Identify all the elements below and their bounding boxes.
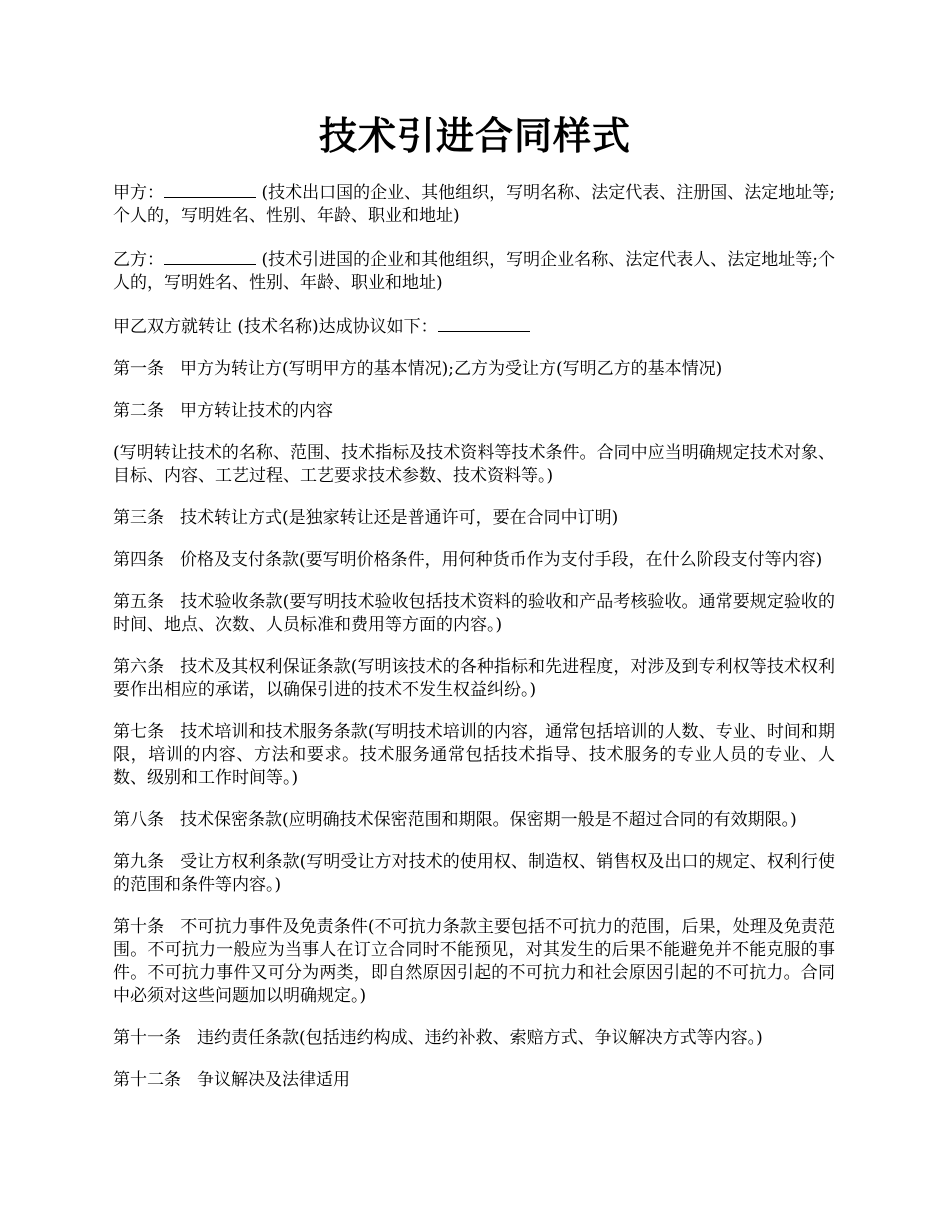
article-12 bbox=[113, 1069, 835, 1092]
article-text: 技术保密条款(应明确技术保密范围和期限。保密期一般是不超过合同的有效期限。) bbox=[180, 810, 797, 830]
article-6 bbox=[113, 656, 835, 702]
article-number: 第六条 bbox=[113, 657, 165, 677]
article-text: 技术及其权利保证条款(写明该技术的各种指标和先进程度，对涉及到专利权等技术权利要作出相应的承诺，以确保引进的技术不发生权益纠纷。) bbox=[113, 657, 835, 700]
article-8 bbox=[113, 809, 835, 832]
article-7 bbox=[113, 721, 835, 790]
article-number: 第十条 bbox=[113, 917, 165, 937]
party-b-label: 乙方： bbox=[113, 250, 165, 270]
article-text: 技术培训和技术服务条款(写明技术培训的内容，通常包括培训的人数、专业、时间和期限，培训的内容、方法和要求。技术服务通常包括技术指导、技术服务的专业人员的专业、人数、级别和工作时间等。) bbox=[113, 722, 835, 788]
article-text: 甲方转让技术的内容 bbox=[180, 401, 333, 421]
article-number: 第二条 bbox=[113, 401, 164, 421]
article-number: 第十二条 bbox=[113, 1070, 181, 1090]
document-body bbox=[113, 180, 835, 1111]
article-10 bbox=[113, 916, 835, 1008]
party-b-note: (技术引进国的企业和其他组织，写明企业名称、法定代表人、法定地址等;个人的，写明姓名、性别、年龄、职业和地址) bbox=[113, 250, 836, 293]
article-number: 第十一条 bbox=[113, 1028, 181, 1048]
article-1 bbox=[113, 358, 835, 381]
article-11 bbox=[113, 1027, 835, 1050]
article-number: 第九条 bbox=[113, 852, 165, 872]
document-title: 技术引进合同样式 bbox=[318, 113, 631, 158]
article-number: 第三条 bbox=[113, 508, 164, 528]
party-a-blank[interactable] bbox=[164, 180, 256, 198]
article-2 bbox=[113, 400, 835, 423]
article-text: 技术验收条款(要写明技术验收包括技术资料的验收和产品考核验收。通常要规定验收的时间、地点、次数、人员标准和费用等方面的内容。) bbox=[113, 592, 835, 635]
technology-name-blank[interactable] bbox=[438, 314, 530, 332]
party-a-paragraph bbox=[113, 180, 835, 228]
article-text: 技术转让方式(是独家转让还是普通许可，要在合同中订明) bbox=[180, 508, 619, 528]
article-3 bbox=[113, 507, 835, 530]
article-text: 甲方为转让方(写明甲方的基本情况);乙方为受让方(写明乙方的基本情况) bbox=[180, 359, 723, 379]
agreement-paragraph bbox=[113, 314, 835, 339]
article-2-detail bbox=[113, 442, 835, 488]
article-9 bbox=[113, 851, 835, 897]
article-number: 第五条 bbox=[113, 592, 165, 612]
article-number: 第八条 bbox=[113, 810, 164, 830]
article-text: 争议解决及法律适用 bbox=[197, 1070, 350, 1090]
party-a-label: 甲方： bbox=[113, 183, 165, 203]
party-a-note: (技术出口国的企业、其他组织，写明名称、法定代表、注册国、法定地址等;个人的，写明姓名、性别、年龄、职业和地址) bbox=[113, 183, 836, 226]
article-text: 价格及支付条款(要写明价格条件，用何种货币作为支付手段，在什么阶段支付等内容) bbox=[180, 550, 823, 570]
article-number: 第四条 bbox=[113, 550, 164, 570]
article-5 bbox=[113, 591, 835, 637]
article-text: 违约责任条款(包括违约构成、违约补救、索赔方式、争议解决方式等内容。) bbox=[197, 1028, 763, 1048]
party-b-blank[interactable] bbox=[164, 247, 256, 265]
article-number: 第七条 bbox=[113, 722, 165, 742]
party-b-paragraph bbox=[113, 247, 835, 295]
article-text: (写明转让技术的名称、范围、技术指标及技术资料等技术条件。合同中应当明确规定技术对象、目标、内容、工艺过程、工艺要求技术参数、技术资料等。) bbox=[113, 443, 835, 486]
article-4 bbox=[113, 549, 835, 572]
article-text: 受让方权利条款(写明受让方对技术的使用权、制造权、销售权及出口的规定、权利行使的范围和条件等内容。) bbox=[113, 852, 835, 895]
agreement-text: 甲乙双方就转让 (技术名称)达成协议如下： bbox=[113, 317, 438, 337]
article-text: 不可抗力事件及免责条件(不可抗力条款主要包括不可抗力的范围，后果，处理及免责范围。不可抗力一般应为当事人在订立合同时不能预见，对其发生的后果不能避免并不能克服的事件。不可抗力事件又可分为两类，即自然原因引起的不可抗力和社会原因引起的不可抗力。合同中必须对这些问题加以明确规定。) bbox=[113, 917, 835, 1006]
article-number: 第一条 bbox=[113, 359, 164, 379]
